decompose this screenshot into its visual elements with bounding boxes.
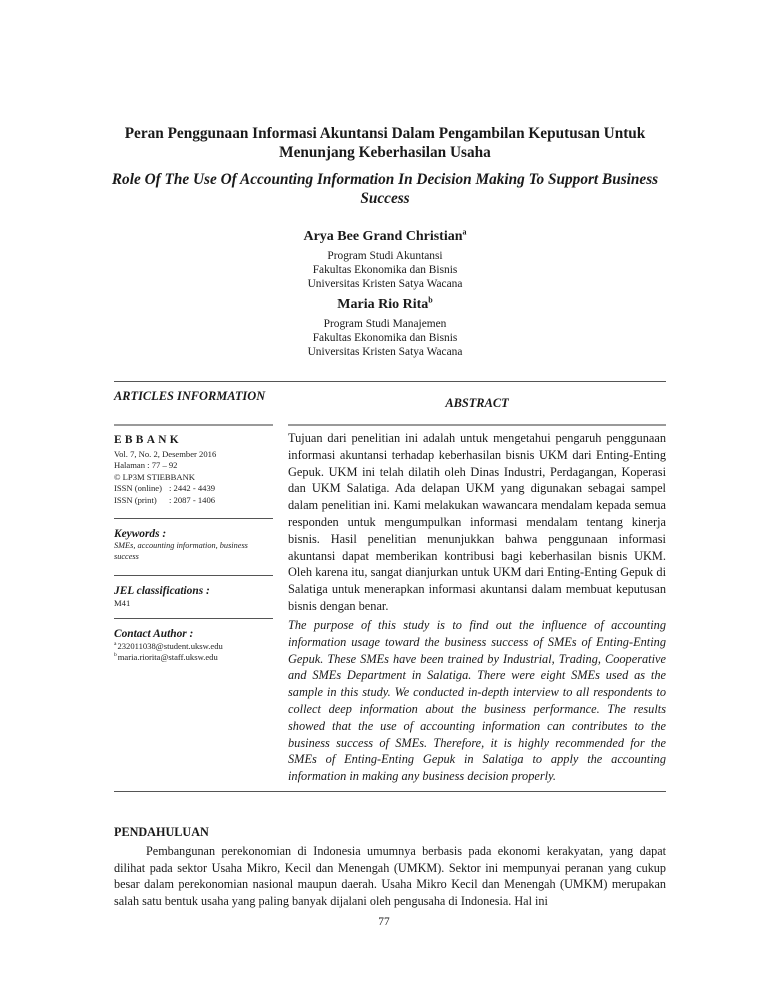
jel-value: M41 — [114, 598, 131, 608]
paper-title-english: Role Of The Use Of Accounting Information In Decision Making To Support Business Success — [111, 171, 659, 207]
journal-info — [114, 433, 273, 506]
contact-author-section — [114, 628, 273, 662]
affiliation-line: Fakultas Ekonomika dan Bisnis — [312, 332, 458, 344]
journal-name: EBBANK — [114, 434, 182, 446]
header-divider-left — [114, 424, 273, 426]
author-marker: a — [462, 227, 467, 237]
affiliation-line: Fakultas Ekonomika dan Bisnis — [312, 264, 458, 276]
body-paragraph: Pembangunan perekonomian di Indonesia umumnya berbasis pada ekonomi kerakyatan, yang dapat dilihat pada sektor Usaha Mikro, Kecil dan Menengah (UMKM). Sektor ini mempunyai peranan yang cukup besar dalam perekonomian nasional maupun daerah. Usaha Mikro Kecil dan Menengah (UMKM) merupakan salah satu bentuk usaha yang paling banyak dijalani oleh pengusaha di Indonesia. Hal ini — [114, 844, 666, 909]
left-divider-2 — [114, 575, 273, 576]
author-name: Maria Rio Rita$^b$ — [337, 295, 433, 312]
abstract-english: The purpose of this study is to find out the influence of accounting information usage toward the business success of SMEs of Enting-Enting Gepuk. These SMEs have been trained by Industrial, Trading, Cooperative and SMEs Department in Salatiga. There were eight SMEs used as the sample in this study. We conducted in-depth interview to all respondents to collect deep information about the business performance. The results showed that the use of accounting information can contributes to the business success of SMEs. Therefore, it is highly recommended for the SMEs of Enting-Enting Gepuk in Salatiga to apply the accounting information in making any business decision properly. — [288, 618, 666, 784]
keywords-title: Keywords : — [114, 528, 167, 540]
contact-email-b[interactable]: $^b$maria.riorita@staff.uksw.edu — [114, 651, 218, 662]
articles-information-header: ARTICLES INFORMATION — [114, 389, 266, 403]
affiliation-line: Universitas Kristen Satya Wacana — [307, 346, 463, 358]
author-block-2 — [200, 296, 570, 359]
author-block-1 — [200, 228, 570, 291]
header-divider-right — [288, 424, 666, 426]
affiliation-line: Program Studi Manajemen — [323, 318, 447, 330]
section-heading-pendahuluan: PENDAHULUAN — [114, 825, 209, 839]
abstract-header: ABSTRACT — [445, 396, 509, 410]
left-divider-1 — [114, 518, 273, 519]
keywords-value: SMEs, accounting information, business success — [114, 541, 248, 561]
author-marker: b — [428, 295, 433, 305]
journal-copyright: © LP3M STIEBBANK — [114, 471, 196, 482]
paper-title-indonesian: Peran Penggunaan Informasi Akuntansi Dalam Pengambilan Keputusan Untuk Menunjang Keberhasilan Usaha — [124, 125, 646, 161]
journal-pages: Halaman : 77 – 92 — [114, 460, 178, 471]
jel-title: JEL classifications : — [114, 585, 210, 597]
page-number: 77 — [378, 916, 390, 928]
keywords-section — [114, 528, 273, 562]
contact-author-title: Contact Author : — [114, 628, 194, 640]
journal-volume: Vol. 7, No. 2, Desember 2016 — [114, 449, 217, 459]
author-name: Arya Bee Grand Christian$^a$ — [303, 227, 467, 244]
affiliation-line: Universitas Kristen Satya Wacana — [307, 278, 463, 290]
affiliation-line: Program Studi Akuntansi — [327, 250, 443, 262]
jel-section — [114, 585, 273, 609]
left-divider-3 — [114, 618, 273, 619]
abstract-indonesian: Tujuan dari penelitian ini adalah untuk mengetahui pengaruh penggunaan informasi akuntansi terhadap keberhasilan bisnis UKM dari Enting-Enting Gepuk. UKM ini telah dilatih oleh Dinas Industri, Perdagangan, Koperasi dan UKM Salatiga. Ada delapan UKM yang digunakan sebagai sampel dalam penelitian ini. Kami melakukan wawancara mendalam kepada semua responden untuk mengumpulkan informasi mendalam tentang kinerja bisnis. Hasil penelitian menunjukkan bahwa penggunaan informasi akuntansi dapat memberikan kontribusi bagi keberhasilan bisnis UKM. Oleh karena itu, sangat dianjurkan untuk UKM dari Enting-Enting Gepuk di Salatiga untuk menerapkan informasi akuntansi dalam membuat keputusan bisnis dengan benar. — [288, 431, 666, 613]
top-divider — [114, 381, 666, 382]
issn-print: ISSN (print) : 2087 - 1406 — [114, 494, 216, 505]
contact-email-a[interactable]: $^a$232011038@student.uksw.edu — [114, 641, 223, 651]
issn-online: ISSN (online) : 2442 - 4439 — [114, 483, 216, 494]
bottom-divider — [114, 791, 666, 792]
